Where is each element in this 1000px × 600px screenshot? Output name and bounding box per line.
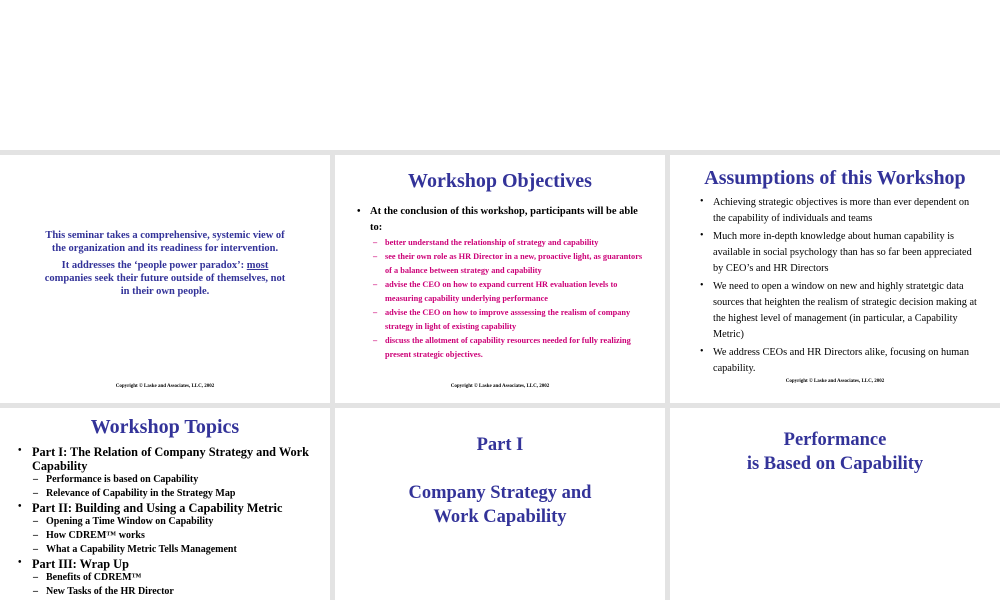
slide-2-objectives-list: [373, 236, 648, 362]
dash-bullet-icon: –: [373, 336, 378, 345]
list-item: [373, 250, 648, 278]
dash-bullet-icon: –: [33, 544, 38, 555]
topic-sub-item: [18, 515, 318, 529]
slide-3-assumptions-list: [700, 195, 980, 379]
dash-bullet-icon: –: [33, 572, 38, 583]
topic-sub-text: How CDREM™ works: [46, 530, 145, 541]
topic-sub-item: [18, 571, 318, 585]
bullet-dot-icon: •: [700, 230, 704, 241]
list-item-text: We need to open a window on new and highly stratetgic data sources that heighten the realism of strategic decision making at the highest level of management (in particular, a Capability Metric): [713, 281, 977, 340]
list-item-text: better understand the relationship of strategy and capability: [385, 238, 599, 247]
slide-5-title-line-2: Work Capability: [433, 507, 567, 527]
bullet-dot-icon: •: [700, 196, 704, 207]
slide-1-body: [40, 229, 290, 302]
list-item: [373, 334, 648, 362]
slide-1-para2-start: It addresses the ‘people power paradox’:: [61, 260, 247, 271]
dash-bullet-icon: –: [373, 252, 378, 261]
list-item: [700, 229, 980, 277]
slide-5-title-line-1: Company Strategy and: [408, 483, 592, 503]
slide-1-paragraph-1: This seminar takes a comprehensive, systemic view of the organization and its readiness for intervention.: [45, 230, 285, 254]
list-item-text: discuss the allotment of capability resources needed for fully realizing present strategic objectives.: [385, 336, 631, 359]
slide-1-paragraph-2: [40, 259, 290, 298]
dash-bullet-icon: –: [33, 474, 38, 485]
list-item: [700, 345, 980, 377]
slide-4-title: Workshop Topics: [90, 416, 240, 438]
list-item: [373, 236, 648, 250]
list-item: [700, 195, 980, 227]
topic-sub-item: [18, 529, 318, 543]
topic-part-text: Part I: The Relation of Company Strategy and Work Capability: [32, 445, 309, 473]
list-item: [373, 306, 648, 334]
blank-header-area: [0, 0, 1000, 150]
bullet-dot-icon: •: [357, 206, 361, 217]
bullet-dot-icon: •: [700, 346, 704, 357]
slide-1-copyright: Copyright © Laske and Associates, LLC, 2002: [115, 384, 215, 389]
topic-part-text: Part II: Building and Using a Capability Metric: [32, 501, 283, 515]
slide-3-thumbnail[interactable]: [670, 155, 1000, 403]
dash-bullet-icon: –: [33, 516, 38, 527]
slide-2-lead-text: At the conclusion of this workshop, participants will be able to:: [370, 206, 638, 233]
topic-sub-item: [18, 543, 318, 557]
dash-bullet-icon: –: [373, 308, 378, 317]
dash-bullet-icon: –: [373, 280, 378, 289]
bullet-dot-icon: •: [18, 557, 22, 568]
dash-bullet-icon: –: [373, 238, 378, 247]
slide-3-title: Assumptions of this Workshop: [704, 167, 966, 189]
topic-part-2: [18, 501, 318, 515]
dash-bullet-icon: –: [33, 586, 38, 597]
slide-2-thumbnail[interactable]: [335, 155, 665, 403]
slide-4-topics-list: [18, 445, 318, 599]
topic-sub-item: [18, 487, 318, 501]
bullet-dot-icon: •: [18, 501, 22, 512]
list-item: [700, 279, 980, 343]
slide-6-thumbnail[interactable]: [670, 408, 1000, 600]
topic-part-1: [18, 445, 318, 473]
list-item-text: see their own role as HR Director in a new, proactive light, as guarantors of a balance between strategy and capability: [385, 252, 643, 275]
topic-sub-text: New Tasks of the HR Director: [46, 586, 174, 597]
topic-sub-text: Opening a Time Window on Capability: [46, 516, 214, 527]
slide-sorter-grid: [0, 150, 1000, 600]
bullet-dot-icon: •: [700, 280, 704, 291]
slide-2-lead-bullet: [357, 204, 642, 236]
slide-6-title-line-1: Performance: [783, 430, 887, 450]
bullet-dot-icon: •: [18, 445, 22, 456]
list-item: [373, 278, 648, 306]
slide-2-copyright: Copyright © Laske and Associates, LLC, 2002: [450, 384, 550, 389]
list-item-text: Achieving strategic objectives is more than ever dependent on the capability of individuals and teams: [713, 197, 970, 224]
topic-sub-text: Performance is based on Capability: [46, 474, 199, 485]
topic-sub-item: [18, 585, 318, 599]
topic-sub-text: What a Capability Metric Tells Management: [46, 544, 237, 555]
slide-1-underlined-word: most: [246, 260, 269, 271]
slide-1-thumbnail[interactable]: [0, 155, 330, 403]
slide-2-title: Workshop Objectives: [408, 170, 592, 192]
list-item-text: advise the CEO on how to expand current HR evaluation levels to measuring capability underlying performance: [385, 280, 618, 303]
slide-5-section-title: [335, 481, 665, 529]
topic-sub-text: Relevance of Capability in the Strategy Map: [46, 488, 236, 499]
slide-1-para2-end: companies seek their future outside of themselves, not in their own people.: [44, 273, 286, 297]
topic-part-text: Part III: Wrap Up: [32, 557, 129, 571]
list-item-text: We address CEOs and HR Directors alike, focusing on human capability.: [713, 347, 969, 374]
slide-6-title: [670, 428, 1000, 476]
slide-5-thumbnail[interactable]: [335, 408, 665, 600]
topic-part-3: [18, 557, 318, 571]
slide-3-copyright: Copyright © Laske and Associates, LLC, 2002: [785, 379, 885, 384]
slide-6-title-line-2: is Based on Capability: [746, 454, 924, 474]
slide-4-thumbnail[interactable]: [0, 408, 330, 600]
slide-5-part-heading: Part I: [476, 435, 524, 455]
topic-sub-text: Benefits of CDREM™: [46, 572, 142, 583]
list-item-text: Much more in-depth knowledge about human capability is available in social psychology than has so far been appreciated by CEO’s and HR Directors: [713, 231, 972, 274]
dash-bullet-icon: –: [33, 488, 38, 499]
topic-sub-item: [18, 473, 318, 487]
list-item-text: advise the CEO on how to improve asssessing the realism of company strategy in light of existing capability: [385, 308, 631, 331]
dash-bullet-icon: –: [33, 530, 38, 541]
